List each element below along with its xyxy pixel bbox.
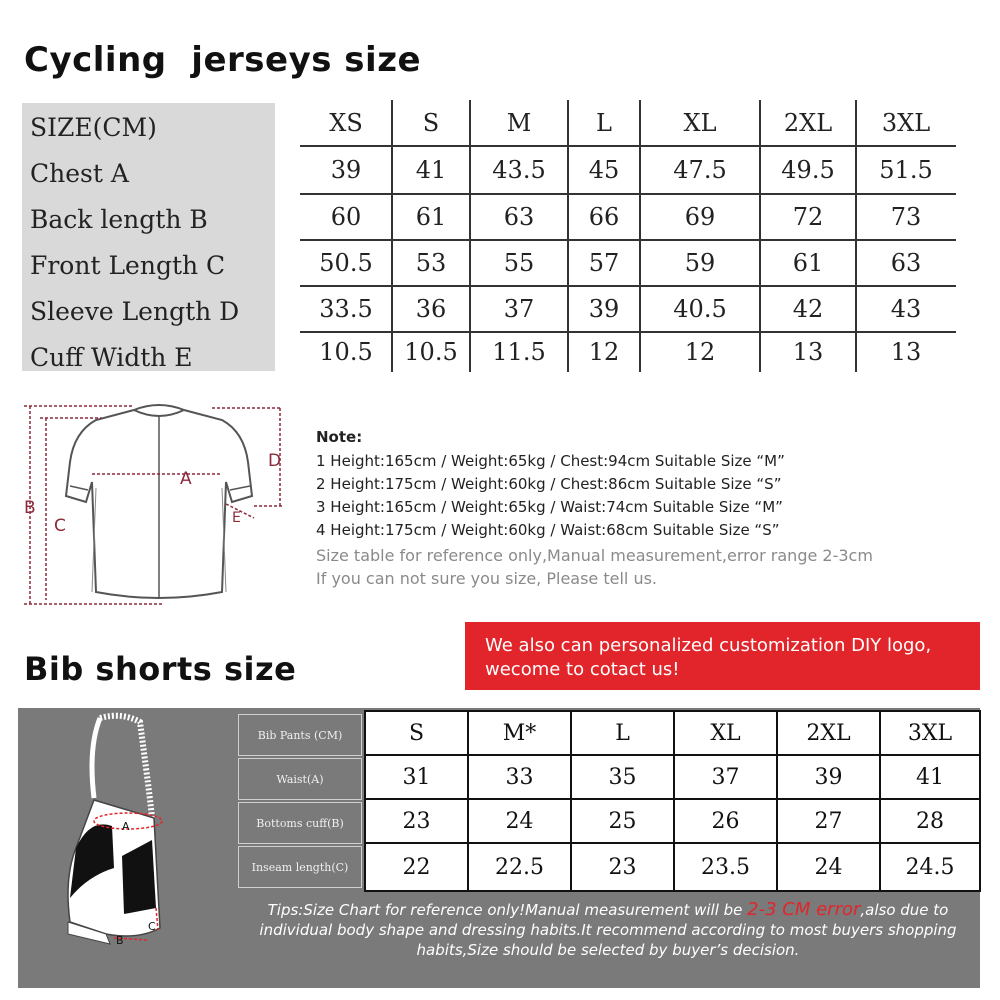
jersey-cell: 10.5 — [319, 338, 373, 366]
tips-before: Tips:Size Chart for reference only!Manual measurement will be — [267, 901, 748, 919]
diagram-letter-b: B — [24, 498, 36, 518]
jersey-cell: 12 — [684, 338, 716, 366]
table-divider — [391, 100, 393, 372]
bib-cell: 41 — [881, 756, 979, 800]
jersey-cell: 69 — [684, 203, 716, 231]
bib-cell: 26 — [675, 800, 778, 844]
jersey-cell: XS — [329, 109, 363, 137]
jersey-size-title: Cycling jerseys size — [24, 40, 422, 80]
row-label-cuff-width: Cuff Width E — [30, 343, 193, 372]
diagram-letter-e: E — [232, 510, 241, 526]
bib-cell: 23 — [572, 844, 675, 890]
bib-letter-b: B — [116, 934, 124, 947]
jersey-cell: 10.5 — [404, 338, 458, 366]
bib-cell: 23.5 — [675, 844, 778, 890]
row-label-sleeve-length: Sleeve Length D — [30, 297, 240, 326]
jersey-cell: 3XL — [881, 109, 931, 137]
bib-cell: 27 — [778, 800, 881, 844]
bib-cell: 39 — [778, 756, 881, 800]
jersey-cell: 39 — [588, 295, 620, 323]
tips-text — [238, 900, 978, 960]
banner-line-2: wecome to cotact us! — [485, 659, 680, 680]
jersey-row-labels — [22, 103, 275, 371]
jersey-cell: 73 — [890, 203, 922, 231]
jersey-cell: 11.5 — [492, 338, 546, 366]
jersey-cell: 55 — [503, 249, 535, 277]
jersey-cell: 41 — [415, 156, 447, 184]
jersey-cell: 43.5 — [492, 156, 546, 184]
bib-cell: 28 — [881, 800, 979, 844]
table-divider — [855, 100, 857, 372]
table-divider — [469, 100, 471, 372]
table-divider — [759, 100, 761, 372]
row-label-chest: Chest A — [30, 159, 129, 188]
bib-cell: 22 — [366, 844, 469, 890]
contact-note: If you can not sure you size, Please tell us. — [316, 569, 658, 588]
note-title: Note: — [316, 428, 363, 446]
diagram-letter-c: C — [54, 516, 66, 536]
bib-label-header: Bib Pants (CM) — [238, 714, 362, 756]
jersey-cell: XL — [683, 109, 717, 137]
table-divider — [567, 100, 569, 372]
jersey-cell: 63 — [890, 249, 922, 277]
jersey-cell: 13 — [792, 338, 824, 366]
note-line: 1 Height:165cm / Weight:65kg / Chest:94cm Suitable Size “M” — [316, 452, 785, 470]
customization-banner — [465, 622, 980, 690]
jersey-cell: 59 — [684, 249, 716, 277]
table-divider — [639, 100, 641, 372]
table-divider — [300, 145, 956, 147]
bib-cell: 22.5 — [469, 844, 572, 890]
jersey-cell: 47.5 — [673, 156, 727, 184]
table-divider — [300, 285, 956, 287]
jersey-cell: 50.5 — [319, 249, 373, 277]
row-label-front-length: Front Length C — [30, 251, 226, 280]
jersey-cell: 57 — [588, 249, 620, 277]
jersey-diagram — [22, 392, 294, 612]
jersey-cell: 43 — [890, 295, 922, 323]
bib-diagram — [18, 708, 238, 988]
jersey-cell: M — [506, 109, 532, 137]
bib-cell: S — [366, 712, 469, 756]
jersey-cell: 36 — [415, 295, 447, 323]
diagram-letter-a: A — [180, 469, 192, 489]
bib-cell: 25 — [572, 800, 675, 844]
bib-cell: 37 — [675, 756, 778, 800]
diagram-letter-d: D — [268, 451, 282, 471]
note-line: 3 Height:165cm / Weight:65kg / Waist:74cm Suitable Size “M” — [316, 498, 783, 516]
jersey-cell: 63 — [503, 203, 535, 231]
jersey-cell: 61 — [792, 249, 824, 277]
bib-cell: 3XL — [881, 712, 979, 756]
bib-cell: XL — [675, 712, 778, 756]
jersey-cell: 40.5 — [673, 295, 727, 323]
bib-cell: 24 — [469, 800, 572, 844]
jersey-cell: 39 — [330, 156, 362, 184]
bib-size-table — [364, 710, 981, 892]
jersey-cell: L — [596, 109, 612, 137]
size-notes — [316, 428, 976, 590]
note-line: 2 Height:175cm / Weight:60kg / Chest:86cm Suitable Size “S” — [316, 475, 782, 493]
jersey-cell: 13 — [890, 338, 922, 366]
jersey-cell: S — [422, 109, 440, 137]
bib-cell: 23 — [366, 800, 469, 844]
table-divider — [300, 331, 956, 333]
bib-cell: 2XL — [778, 712, 881, 756]
bib-letter-a: A — [122, 820, 130, 833]
bib-cell: 31 — [366, 756, 469, 800]
row-label-size: SIZE(CM) — [30, 113, 157, 142]
tips-after: ,also due to individual body shape and dressing habits.It recommend according to most buyers shopping habits,Size should be selected by buyer’s decision. — [259, 901, 957, 959]
bib-cell: 35 — [572, 756, 675, 800]
row-label-back-length: Back length B — [30, 205, 208, 234]
bib-cell: 24 — [778, 844, 881, 890]
reference-note: Size table for reference only,Manual measurement,error range 2-3cm — [316, 546, 873, 565]
jersey-cell: 45 — [588, 156, 620, 184]
jersey-cell: 42 — [792, 295, 824, 323]
jersey-cell: 60 — [330, 203, 362, 231]
bib-label-waist: Waist(A) — [238, 758, 362, 800]
jersey-cell: 53 — [415, 249, 447, 277]
jersey-cell: 12 — [588, 338, 620, 366]
table-divider — [300, 193, 956, 195]
jersey-cell: 49.5 — [781, 156, 835, 184]
bib-cell: 24.5 — [905, 854, 955, 880]
bib-cell: M* — [469, 712, 572, 756]
jersey-cell: 72 — [792, 203, 824, 231]
jersey-size-table — [300, 100, 956, 372]
jersey-cell: 61 — [415, 203, 447, 231]
jersey-cell: 2XL — [783, 109, 833, 137]
bib-letter-c: C — [148, 920, 156, 933]
bib-label-inseam: Inseam length(C) — [238, 846, 362, 888]
note-line: 4 Height:175cm / Weight:60kg / Waist:68cm Suitable Size “S” — [316, 521, 780, 539]
banner-line-1: We also can personalized customization DIY logo, — [485, 635, 932, 656]
bib-label-bottoms-cuff: Bottoms cuff(B) — [238, 802, 362, 844]
bib-cell: L — [572, 712, 675, 756]
table-divider — [300, 239, 956, 241]
jersey-cell: 37 — [503, 295, 535, 323]
bib-size-title: Bib shorts size — [24, 650, 297, 688]
bib-cell: 33 — [469, 756, 572, 800]
jersey-cell: 33.5 — [319, 295, 373, 323]
tips-error: 2-3 CM error — [747, 899, 861, 920]
jersey-cell: 66 — [588, 203, 620, 231]
jersey-cell: 51.5 — [879, 156, 933, 184]
